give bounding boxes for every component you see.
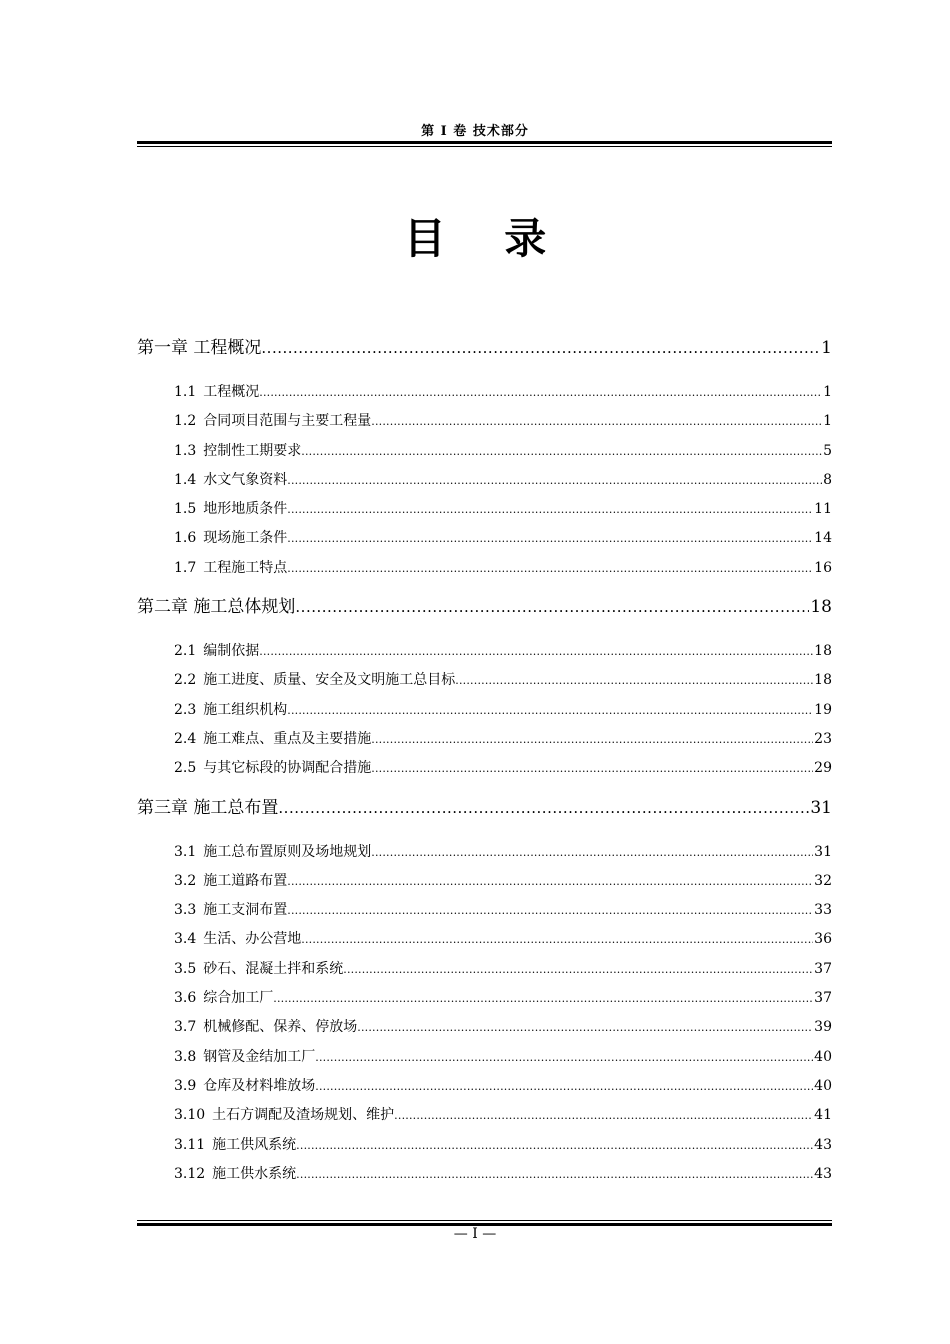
toc-section-number: 3.5 [174,960,197,977]
toc-leader-dots [296,1131,813,1160]
toc-section-label: 仓库及材料堆放场 [203,1077,316,1094]
header-rule [137,141,832,147]
toc-section-label: 砂石、混凝土拌和系统 [203,960,344,977]
toc-section-number: 3.6 [174,990,197,1007]
toc-section-label: 机械修配、保养、停放场 [203,1019,358,1036]
toc-chapter-entry[interactable] [137,790,832,826]
toc-leader-dots [261,330,820,366]
toc-section-label: 与其它标段的协调配合措施 [203,760,372,777]
toc-section-entry[interactable] [137,637,832,666]
toc-section-entry[interactable] [137,725,832,754]
toc-section-number: 2.1 [174,643,197,660]
toc-section-label: 施工总布置原则及场地规划 [203,843,372,860]
toc-section-number: 3.1 [174,843,197,860]
toc-section-label: 施工道路布置 [203,872,288,889]
toc-section-entry[interactable] [137,466,832,495]
toc-chapter-label: 第三章 施工总布置 [137,797,279,818]
toc-section-entry[interactable] [137,524,832,553]
toc-chapter-entry[interactable] [137,589,832,625]
toc-section-page: 8 [823,471,832,488]
toc-section-page: 23 [814,730,832,747]
toc-section-number: 1.6 [174,530,197,547]
toc-leader-dots [296,1160,813,1189]
toc-section-entry[interactable] [137,1013,832,1042]
toc-section-entry[interactable] [137,925,832,954]
toc-section-number: 1.3 [174,442,197,459]
toc-section-page: 19 [814,701,832,718]
toc-leader-dots [295,589,809,625]
toc-section-entry[interactable] [137,378,832,407]
toc-section-number: 3.7 [174,1019,197,1036]
toc-section-page: 37 [814,960,832,977]
toc-section-label: 生活、办公营地 [203,931,302,948]
toc-section-page: 33 [814,902,832,919]
toc-section-page: 40 [814,1048,832,1065]
page-title: 目 录 [403,214,569,263]
toc-section-entry[interactable] [137,666,832,695]
toc-section-number: 3.2 [174,872,197,889]
toc-section-entry[interactable] [137,1101,832,1130]
toc-section-number: 1.4 [174,471,197,488]
toc-section-label: 施工供风系统 [212,1136,297,1153]
toc-section-number: 1.5 [174,501,197,518]
toc-leader-dots [394,1101,813,1130]
toc-section-label: 现场施工条件 [203,530,288,547]
toc-section-number: 3.10 [174,1107,206,1124]
toc-section-entry[interactable] [137,554,832,583]
toc-chapter-page: 31 [810,797,832,818]
toc-section-label: 地形地质条件 [203,501,288,518]
toc-section-page: 1 [823,413,832,430]
toc-section-page: 43 [814,1165,832,1182]
toc-section-label: 水文气象资料 [203,471,288,488]
toc-section-page: 18 [814,672,832,689]
toc-section-number: 1.1 [174,384,197,400]
toc-section-number: 3.4 [174,931,197,948]
toc-section-label: 施工难点、重点及主要措施 [203,730,372,747]
toc-leader-dots [273,984,813,1013]
toc-section-number: 2.5 [174,760,197,777]
toc-section-label: 施工进度、质量、安全及文明施工总目标 [203,672,456,689]
toc-leader-dots [287,867,813,896]
toc-chapter-label: 第二章 施工总体规划 [137,597,296,618]
toc-section-entry[interactable] [137,696,832,725]
toc-leader-dots [357,1013,813,1042]
toc-leader-dots [315,1072,813,1101]
toc-leader-dots [259,637,813,666]
toc-section-page: 32 [814,872,832,889]
toc-section-label: 施工供水系统 [212,1165,297,1182]
toc-section-number: 2.4 [174,730,197,747]
toc-leader-dots [287,495,813,524]
toc-section-page: 39 [814,1019,832,1036]
toc-leader-dots [287,896,813,925]
toc-section-number: 3.12 [174,1165,206,1182]
toc-section-page: 18 [814,643,832,660]
toc-section-page: 16 [814,559,832,576]
toc-leader-dots [371,725,813,754]
toc-leader-dots [259,378,822,407]
toc-section-label: 合同项目范围与主要工程量 [203,413,372,430]
toc-section-number: 3.11 [174,1136,206,1153]
toc-section-entry[interactable] [137,838,832,867]
toc-leader-dots [278,790,809,826]
toc-section-label: 控制性工期要求 [203,442,302,459]
toc-leader-dots [301,925,813,954]
running-header: 第 I 卷 技术部分 [421,124,529,139]
toc-section-page: 36 [814,931,832,948]
toc-section-label: 施工支洞布置 [203,902,288,919]
toc-section-page: 43 [814,1136,832,1153]
toc-section-label: 工程概况 [203,384,260,400]
toc-section-page: 37 [814,990,832,1007]
toc-section-number: 1.2 [174,413,197,430]
toc-leader-dots [371,407,822,436]
toc-section-entry[interactable] [137,1160,832,1189]
toc-section-page: 5 [823,442,832,459]
toc-section-entry[interactable] [137,1043,832,1072]
toc-section-label: 综合加工厂 [203,990,274,1007]
toc-leader-dots [371,754,813,783]
toc-section-entry[interactable] [137,1131,832,1160]
toc-section-number: 1.7 [174,559,197,576]
toc-section-entry[interactable] [137,1072,832,1101]
toc-section-number: 3.3 [174,902,197,919]
toc-section-page: 14 [814,530,832,547]
toc-section-entry[interactable] [137,955,832,984]
toc-section-entry[interactable] [137,984,832,1013]
toc-leader-dots [371,838,813,867]
toc-section-entry[interactable] [137,407,832,436]
toc-section-page: 31 [814,843,832,860]
toc-chapter-entry[interactable] [137,330,832,366]
toc-leader-dots [301,437,822,466]
toc-section-number: 3.9 [174,1077,197,1094]
toc-leader-dots [455,666,813,695]
table-of-contents [137,330,832,1189]
toc-section-page: 40 [814,1077,832,1094]
toc-chapter-page: 1 [821,338,832,358]
toc-section-page: 1 [823,384,832,400]
toc-section-label: 钢管及金结加工厂 [203,1048,316,1065]
toc-section-entry[interactable] [137,754,832,783]
toc-section-page: 11 [814,501,832,518]
toc-leader-dots [287,554,813,583]
toc-section-entry[interactable] [137,495,832,524]
toc-section-number: 2.2 [174,672,197,689]
toc-leader-dots [287,696,813,725]
toc-section-label: 土石方调配及渣场规划、维护 [212,1107,395,1124]
toc-section-label: 编制依据 [203,643,260,660]
toc-leader-dots [315,1043,813,1072]
toc-leader-dots [343,955,813,984]
toc-section-page: 41 [814,1107,832,1124]
toc-section-entry[interactable] [137,437,832,466]
toc-chapter-page: 18 [810,597,832,618]
toc-section-number: 2.3 [174,701,197,718]
toc-section-number: 3.8 [174,1048,197,1065]
toc-leader-dots [287,524,813,553]
toc-section-entry[interactable] [137,896,832,925]
toc-section-label: 施工组织机构 [203,701,288,718]
toc-section-label: 工程施工特点 [203,559,288,576]
toc-leader-dots [287,466,822,495]
page-number-footer: — I — [453,1226,497,1242]
toc-chapter-label: 第一章 工程概况 [137,338,262,358]
toc-section-entry[interactable] [137,867,832,896]
toc-section-page: 29 [814,760,832,777]
